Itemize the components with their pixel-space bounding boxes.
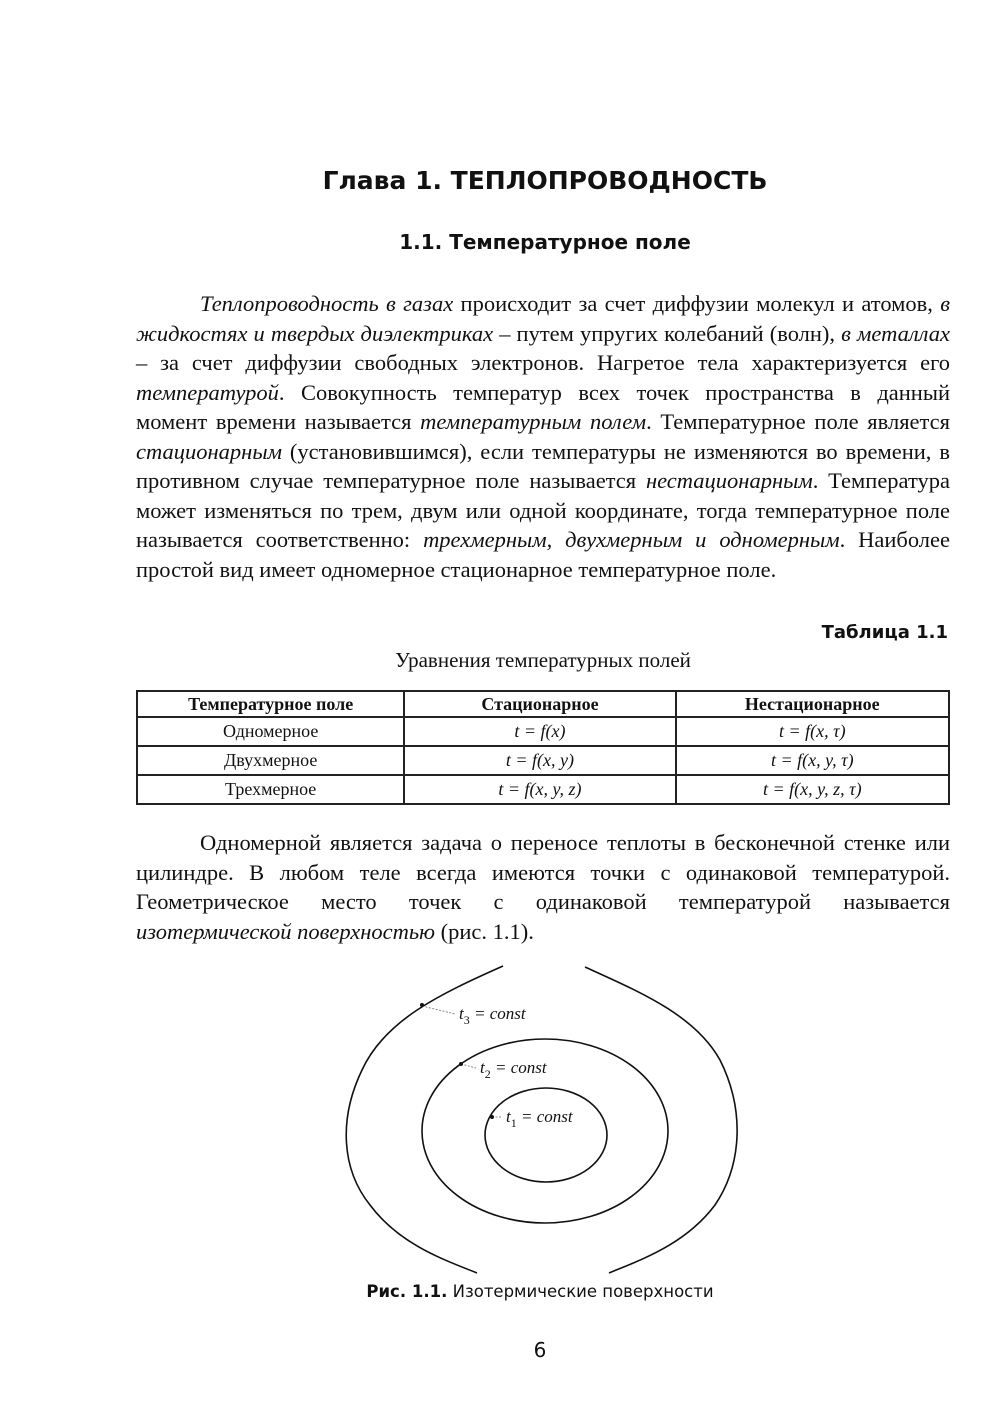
table-header-stationary: Стационарное (404, 691, 675, 717)
table-row (137, 775, 949, 804)
label-t2-const: $t_2$ = const (480, 1058, 547, 1081)
emphasized-term: температурным полем (420, 409, 647, 434)
leader-line-t3 (422, 1006, 455, 1014)
isotherm-inner (485, 1088, 607, 1182)
table-label: Таблица 1.1 (821, 622, 948, 643)
table-cell-formula: t = f(x, y, τ) (676, 746, 949, 775)
paragraph-text: Одномерной является задача о переносе теплоты в бесконечной стенке или цилиндре. В любом теле всегда имеются точки с одинаковой температурой. Геометрическое место точек с одинаковой температурой называется (136, 830, 950, 914)
isotherm-outer-right-arc (585, 967, 737, 1273)
table-cell-field: Одномерное (137, 717, 404, 746)
paragraph-temperature-field (136, 289, 950, 584)
paragraph-text: . Наиболее простой вид имеет одномерное стационарное температурное поле. (136, 527, 950, 582)
paragraph-text: . Температурное поле является (646, 409, 950, 434)
paragraph-text: – за счет диффузии свободных электронов. Нагретое тела характеризуется его (136, 350, 950, 375)
leader-dot-t1 (490, 1115, 494, 1119)
table-row (137, 746, 949, 775)
section-title: 1.1. Температурное поле (399, 230, 691, 254)
chapter-title: Глава 1. ТЕПЛОПРОВОДНОСТЬ (322, 166, 768, 195)
label-t1-const: $t_1$ = const (506, 1107, 573, 1130)
table-caption: Уравнения температурных полей (395, 648, 691, 672)
figure-caption-number: Рис. 1.1. (366, 1282, 448, 1301)
emphasized-term: температурой (136, 379, 279, 405)
table-header-nonstationary: Нестационарное (676, 691, 949, 717)
emphasized-term: стационарным (136, 438, 282, 464)
paragraph-text: . Температура может изменяться по трем, двум или одной координате, тогда температурное поле называется соответственно: (136, 468, 950, 552)
paragraph-text: (рис. 1.1). (434, 918, 534, 944)
leader-dot-t2 (459, 1062, 463, 1066)
emphasized-term: изотермической поверхностью (136, 918, 435, 944)
table-cell-formula: t = f(x, y, z, τ) (676, 775, 949, 804)
paragraph-isothermal-surface (136, 828, 950, 946)
table-cell-formula: t = f(x, τ) (676, 717, 949, 746)
paragraph-text: (установившимся), если температуры не изменяются во времени, в противном случае температурное поле называется (136, 438, 950, 493)
emphasized-term: нестационарным (645, 468, 813, 493)
table-cell-formula: t = f(x) (404, 717, 675, 746)
label-t3-const: $t_3$ = const (459, 1004, 526, 1027)
emphasized-term: в жидкостях и твердых диэлектриках (136, 291, 951, 346)
figure-caption-text: Изотермические поверхности (447, 1282, 714, 1301)
figure-caption (0, 1282, 1000, 1301)
table-header-field: Температурное поле (137, 691, 404, 717)
paragraph-text: – путем упругих колебаний (волн), (493, 320, 842, 346)
isothermal-surfaces-figure (330, 960, 770, 1290)
temperature-field-equations-table (136, 690, 950, 805)
table-header-row (137, 691, 949, 717)
table-cell-formula: t = f(x, y, z) (404, 775, 675, 804)
page-number: 6 (533, 1338, 547, 1362)
table-row (137, 717, 949, 746)
table-cell-field: Двухмерное (137, 746, 404, 775)
emphasized-term: в металлах (841, 320, 950, 346)
paragraph-text: . Совокупность температур всех точек пространства в данный момент времени называется (136, 379, 950, 434)
table-cell-field: Трехмерное (137, 775, 404, 804)
table-cell-formula: t = f(x, y) (404, 746, 675, 775)
leader-line-t2 (461, 1064, 476, 1068)
isotherm-diagram (330, 960, 770, 1290)
emphasized-term: Теплопроводность в газах (200, 291, 454, 316)
paragraph-text: происходит за счет диффузии молекул и атомов, (453, 291, 941, 316)
emphasized-term: трехмерным, двухмерным и одномерным (423, 527, 840, 552)
leader-dot-t3 (420, 1003, 424, 1007)
